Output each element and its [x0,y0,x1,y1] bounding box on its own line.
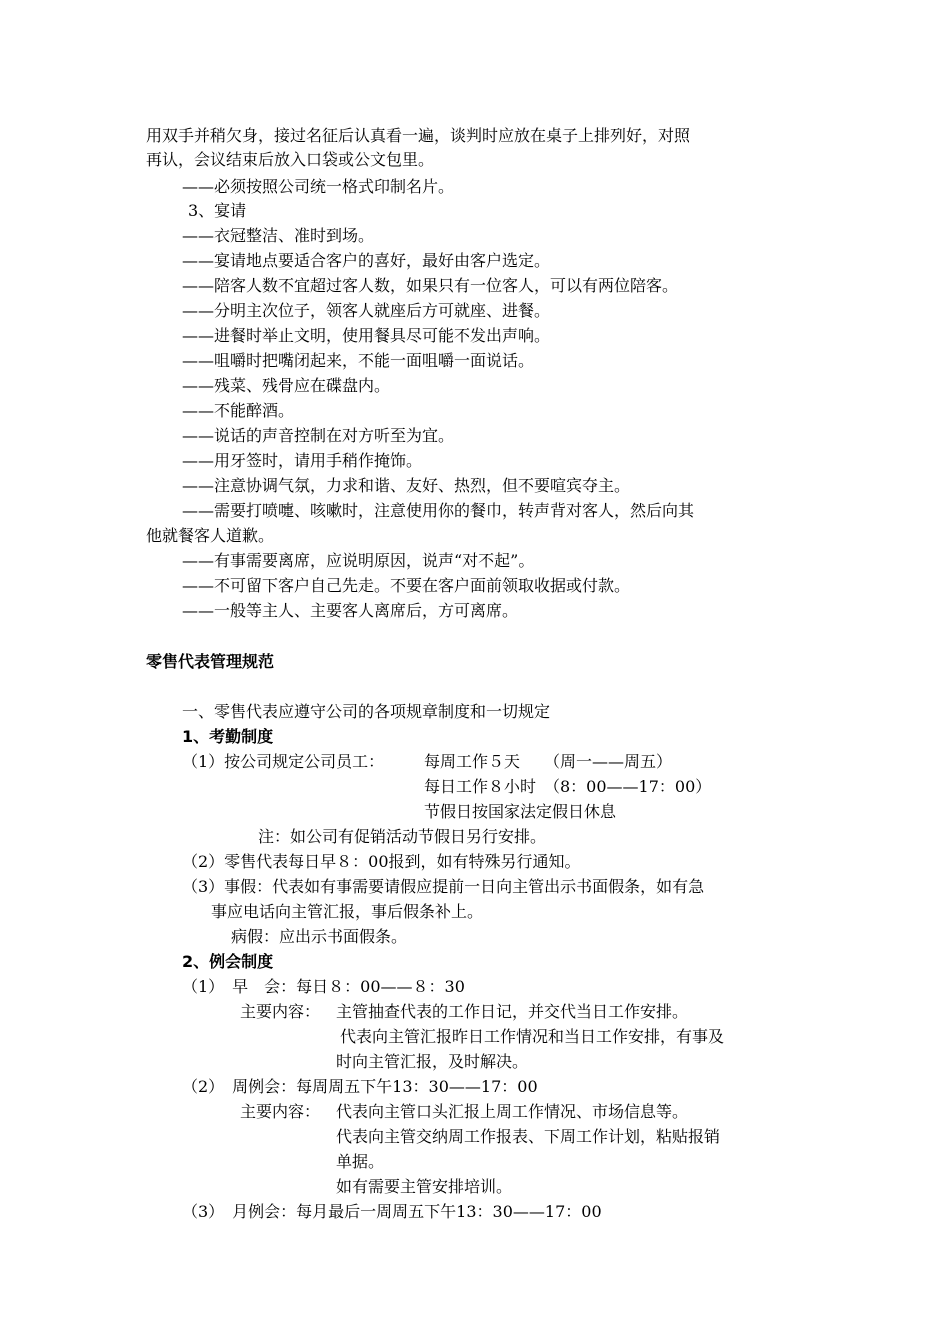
meeting-2-main-1: 代表向主管口头汇报上周工作情况、市场信息等。 [336,1102,689,1121]
meeting-1-main-2: 代表向主管汇报昨日工作情况和当日工作安排，有事及 [340,1027,725,1046]
banquet-item: ——一般等主人、主要客人离席后，方可离席。 [182,601,519,620]
attendance-heading: 1、考勤制度 [182,727,274,746]
banquet-item: ——咀嚼时把嘴闭起来，不能一面咀嚼一面说话。 [182,351,535,370]
attendance-p1-b: 每日工作８小时 （8：00——17：00） [424,777,712,796]
rule-one: 一、零售代表应遵守公司的各项规章制度和一切规定 [182,702,551,721]
banquet-item: 他就餐客人道歉。 [146,526,275,545]
intro-line-1: 用双手并稍欠身，接过名征后认真看一遍，谈判时应放在桌子上排列好，对照 [146,126,691,145]
section-title: 零售代表管理规范 [146,652,275,671]
meeting-1-label: （1） 早 会：每日８：00——８：30 [182,977,465,996]
meeting-1-main-3: 时向主管汇报，及时解决。 [336,1052,529,1071]
banquet-item: ——陪客人数不宜超过客人数，如果只有一位客人，可以有两位陪客。 [182,276,679,295]
banquet-item: ——需要打喷嚏、咳嗽时，注意使用你的餐巾，转声背对客人，然后向其 [182,501,695,520]
attendance-p3-c: 病假：应出示书面假条。 [231,927,408,946]
attendance-p2: （2）零售代表每日早８：00报到，如有特殊另行通知。 [182,852,581,871]
meeting-2-main-2: 代表向主管交纳周工作报表、下周工作计划，粘贴报销 [336,1127,721,1146]
attendance-p1-c: 节假日按国家法定假日休息 [424,802,617,821]
intro-line-2: 再认，会议结束后放入口袋或公文包里。 [146,150,435,169]
banquet-item: ——说话的声音控制在对方听至为宜。 [182,426,455,445]
meeting-1-main-1: 主管抽查代表的工作日记，并交代当日工作安排。 [336,1002,689,1021]
banquet-item: ——不能醉酒。 [182,401,295,420]
banquet-item: ——不可留下客户自己先走。不要在客户面前领取收据或付款。 [182,576,631,595]
banquet-item: ——分明主次位子，领客人就座后方可就座、进餐。 [182,301,551,320]
meeting-2-main-3: 单据。 [336,1152,385,1171]
banquet-heading: 3、宴请 [188,201,247,220]
banquet-item: ——注意协调气氛，力求和谐、友好、热烈，但不要喧宾夺主。 [182,476,631,495]
meeting-2-main-label: 主要内容： [240,1102,321,1121]
attendance-p1-a: 每周工作５天 （周一——周五） [424,752,673,771]
banquet-item: ——进餐时举止文明，使用餐具尽可能不发出声响。 [182,326,551,345]
meeting-3-label: （3） 月例会：每月最后一周周五下午13：30——17：00 [182,1202,602,1221]
intro-line-3: ——必须按照公司统一格式印制名片。 [182,177,455,196]
meeting-2-main-4: 如有需要主管安排培训。 [336,1177,513,1196]
banquet-item: ——用牙签时，请用手稍作掩饰。 [182,451,423,470]
banquet-item: ——残菜、残骨应在碟盘内。 [182,376,391,395]
meeting-1-main-label: 主要内容： [240,1002,321,1021]
banquet-item: ——有事需要离席，应说明原因，说声“对不起”。 [182,551,535,570]
attendance-p3-a: （3）事假：代表如有事需要请假应提前一日向主管出示书面假条，如有急 [182,877,705,896]
banquet-item: ——宴请地点要适合客户的喜好，最好由客户选定。 [182,251,551,270]
attendance-p3-b: 事应电话向主管汇报，事后假条补上。 [211,902,484,921]
meetings-heading: 2、例会制度 [182,952,274,971]
banquet-item: ——衣冠整洁、准时到场。 [182,226,375,245]
attendance-note: 注：如公司有促销活动节假日另行安排。 [258,827,547,846]
attendance-p1-label: （1）按公司规定公司员工： [182,752,385,771]
meeting-2-label: （2） 周例会：每周周五下午13：30——17：00 [182,1077,538,1096]
